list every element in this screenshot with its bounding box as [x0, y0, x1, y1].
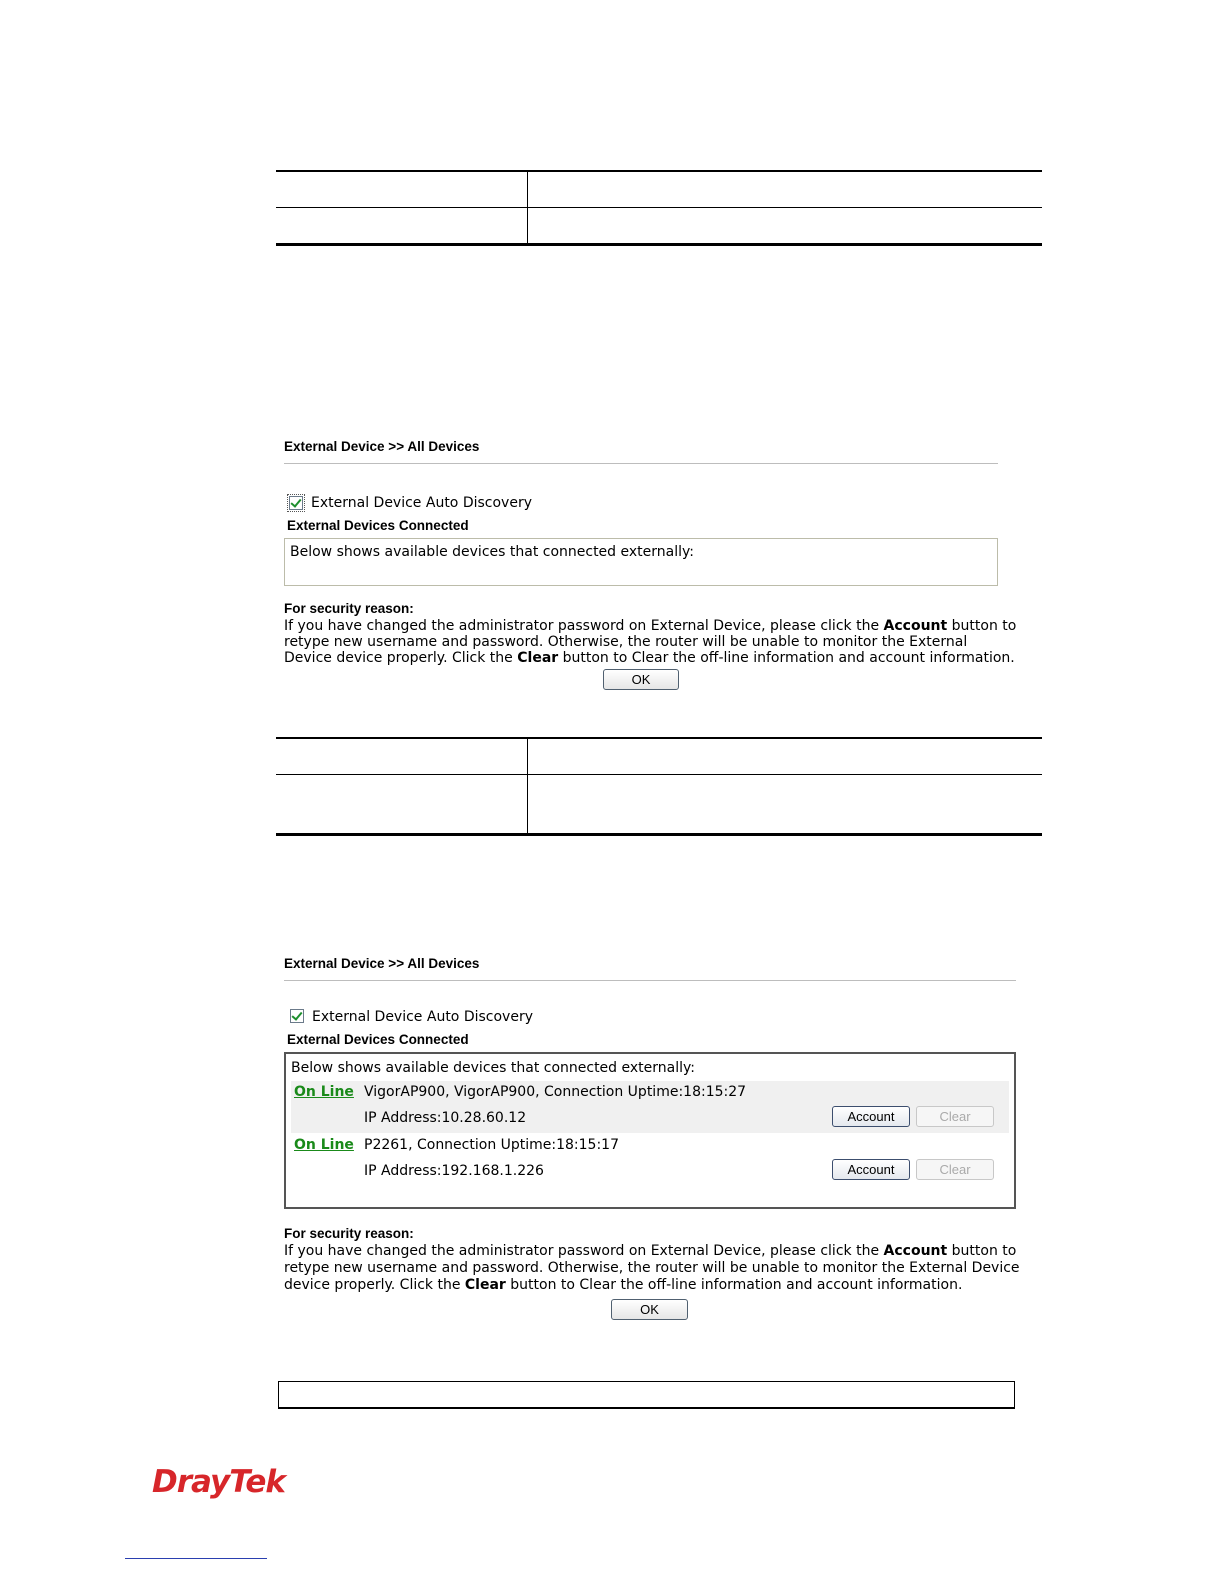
security-title: For security reason:	[284, 1226, 414, 1241]
title-divider	[284, 463, 998, 464]
security-line-3: device properly. Click the Clear button to Clear the off-line information and account information.	[284, 1277, 963, 1293]
device-status-link[interactable]: On Line	[294, 1137, 354, 1153]
device-row	[291, 1134, 1009, 1186]
logo-text-tek: Tek	[229, 1464, 285, 1500]
device-status-link[interactable]: On Line	[294, 1084, 354, 1100]
account-button[interactable]: Account	[832, 1106, 910, 1127]
devices-box	[284, 1052, 1016, 1209]
bottom-table	[278, 1381, 1015, 1409]
security-title: For security reason:	[284, 601, 414, 616]
auto-discovery-label: External Device Auto Discovery	[312, 1009, 533, 1025]
logo-text-dray: Dray	[152, 1464, 230, 1500]
device-name: P2261, Connection Uptime:18:15:17	[364, 1137, 619, 1153]
connected-title: External Devices Connected	[287, 518, 469, 533]
security-line-1: If you have changed the administrator password on External Device, please click the Account button to	[284, 1243, 1017, 1259]
device-row	[291, 1081, 1009, 1133]
clear-button[interactable]: Clear	[916, 1106, 994, 1127]
device-ip: IP Address:192.168.1.226	[364, 1163, 544, 1179]
devices-intro: Below shows available devices that connected externally:	[291, 1060, 695, 1076]
connected-title: External Devices Connected	[287, 1032, 469, 1047]
security-line-2: retype new username and password. Otherwise, the router will be unable to monitor the External	[284, 634, 968, 650]
security-text	[284, 618, 1016, 666]
ok-button[interactable]: OK	[611, 1299, 688, 1320]
auto-discovery-checkbox[interactable]	[289, 496, 303, 510]
devices-box	[284, 538, 998, 586]
footer-rule	[125, 1558, 267, 1559]
security-line-2: retype new username and password. Otherwise, the router will be unable to monitor the External Device	[284, 1260, 1020, 1276]
title-divider	[284, 980, 1016, 981]
ok-button[interactable]: OK	[603, 669, 679, 690]
device-name: VigorAP900, VigorAP900, Connection Uptime:18:15:27	[364, 1084, 747, 1100]
draytek-logo	[152, 1464, 285, 1500]
middle-table	[276, 737, 1042, 836]
security-line-3: Device device properly. Click the Clear button to Clear the off-line information and account information.	[284, 650, 1015, 666]
devices-intro: Below shows available devices that connected externally:	[290, 544, 694, 560]
clear-button[interactable]: Clear	[916, 1159, 994, 1180]
auto-discovery-checkbox[interactable]	[290, 1009, 304, 1023]
auto-discovery-label: External Device Auto Discovery	[311, 495, 532, 511]
security-line-1: If you have changed the administrator password on External Device, please click the Account button to	[284, 618, 1017, 634]
account-button[interactable]: Account	[832, 1159, 910, 1180]
page-title: External Device >> All Devices	[284, 439, 480, 454]
top-table	[276, 170, 1042, 246]
security-text	[284, 1243, 1020, 1294]
page-title: External Device >> All Devices	[284, 956, 480, 971]
device-ip: IP Address:10.28.60.12	[364, 1110, 527, 1126]
